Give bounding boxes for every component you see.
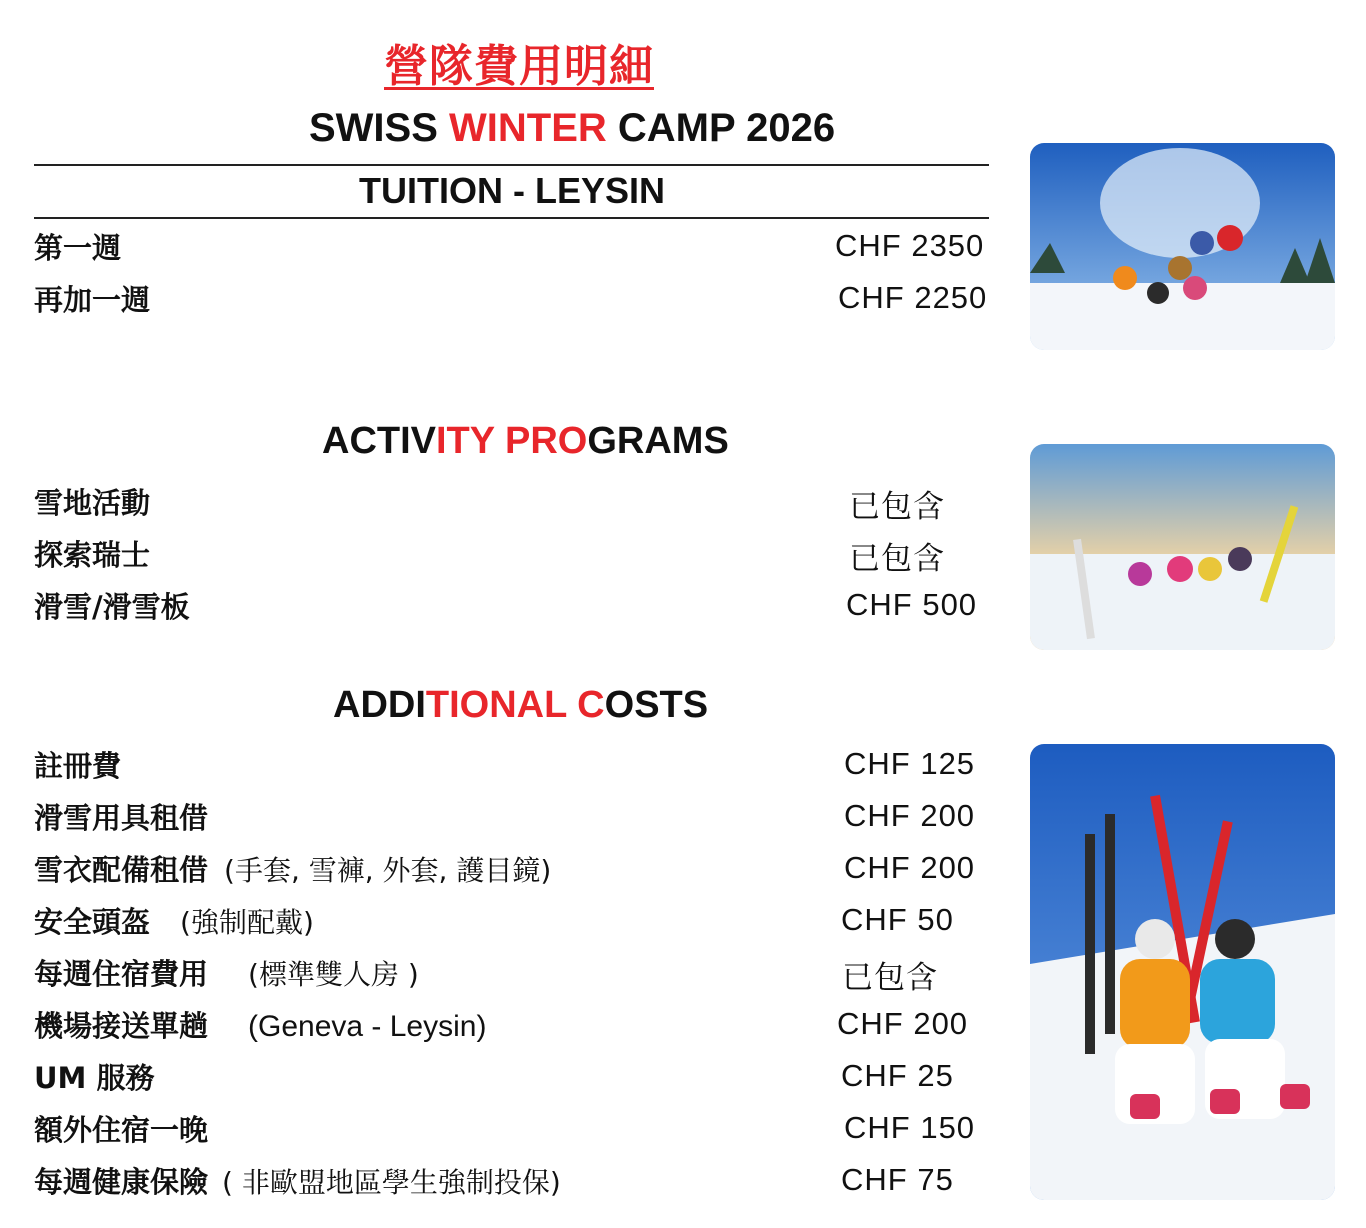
cost-row-price: CHF 75 — [841, 1162, 954, 1197]
cost-label: 註冊費 — [34, 749, 122, 783]
additional-heading-part3: OSTS — [604, 684, 709, 726]
camp-heading — [309, 106, 835, 151]
activity-row-price: CHF 500 — [846, 587, 978, 622]
camp-heading-part3: CAMP 2026 — [606, 106, 836, 150]
tuition-row-label: 再加一週 — [34, 283, 151, 317]
cost-label: 安全頭盔 — [34, 905, 151, 939]
cost-row-price: CHF 200 — [837, 1006, 969, 1041]
cost-label: 機場接送單趟 — [34, 1009, 209, 1043]
tuition-row-label: 第一週 — [34, 231, 122, 265]
page-title: 營隊費用明細 — [384, 41, 654, 92]
cost-note: (手套, 雪褲, 外套, 護目鏡) — [224, 854, 552, 887]
cost-row-label — [34, 952, 419, 993]
cost-row-label — [34, 1108, 208, 1149]
cost-label: 滑雪用具租借 — [34, 801, 209, 835]
tuition-heading: TUITION - LEYSIN — [359, 170, 665, 211]
activity-row-price: 已包含 — [849, 541, 945, 576]
photo-couple-skis — [1030, 744, 1335, 1200]
photo-group-snow-jump — [1030, 143, 1335, 350]
additional-heading — [333, 684, 708, 727]
activity-row-label: 滑雪/滑雪板 — [34, 590, 190, 624]
cost-row-price: CHF 200 — [844, 798, 976, 833]
camp-heading-accent: WINTER — [449, 106, 607, 150]
cost-note: (強制配戴) — [180, 906, 314, 939]
camp-heading-part1: SWISS — [309, 106, 450, 150]
activity-heading — [322, 420, 729, 463]
cost-note: ( 非歐盟地區學生強制投保) — [222, 1166, 561, 1199]
activity-heading-part3: GRAMS — [587, 420, 729, 462]
cost-label: UM 服務 — [34, 1061, 155, 1095]
activity-row-price: 已包含 — [849, 489, 945, 524]
divider-bottom — [34, 217, 989, 219]
cost-row-price: 已包含 — [842, 960, 938, 995]
cost-row-price: CHF 25 — [841, 1058, 954, 1093]
tuition-row-price: CHF 2350 — [835, 228, 985, 263]
cost-row-label — [34, 744, 121, 785]
cost-row-label — [34, 848, 551, 889]
cost-note: (Geneva - Leysin) — [248, 1010, 487, 1043]
cost-row-price: CHF 200 — [844, 850, 976, 885]
cost-label: 雪衣配備租借 — [34, 853, 209, 887]
activity-row-label: 雪地活動 — [34, 486, 151, 520]
cost-note: (標準雙人房 ) — [248, 958, 419, 991]
additional-heading-accent: TIONAL C — [425, 684, 605, 726]
activity-row-label: 探索瑞士 — [34, 538, 151, 572]
cost-label: 每週住宿費用 — [34, 957, 209, 991]
cost-row-label — [34, 1160, 561, 1201]
cost-label: 額外住宿一晚 — [34, 1113, 209, 1147]
cost-row-label — [34, 796, 208, 837]
activity-heading-accent: ITY PRO — [436, 420, 588, 462]
cost-row-label — [34, 900, 314, 941]
cost-row-price: CHF 50 — [841, 902, 954, 937]
tuition-row-price: CHF 2250 — [838, 280, 988, 315]
cost-row-price: CHF 125 — [844, 746, 976, 781]
cost-row-price: CHF 150 — [844, 1110, 976, 1145]
additional-heading-part1: ADDI — [333, 684, 426, 726]
divider-top — [34, 164, 989, 166]
cost-row-label — [34, 1056, 155, 1097]
photo-kids-sunset — [1030, 444, 1335, 650]
cost-row-label — [34, 1004, 486, 1045]
activity-heading-part1: ACTIV — [322, 420, 436, 462]
cost-label: 每週健康保險 — [34, 1165, 209, 1199]
